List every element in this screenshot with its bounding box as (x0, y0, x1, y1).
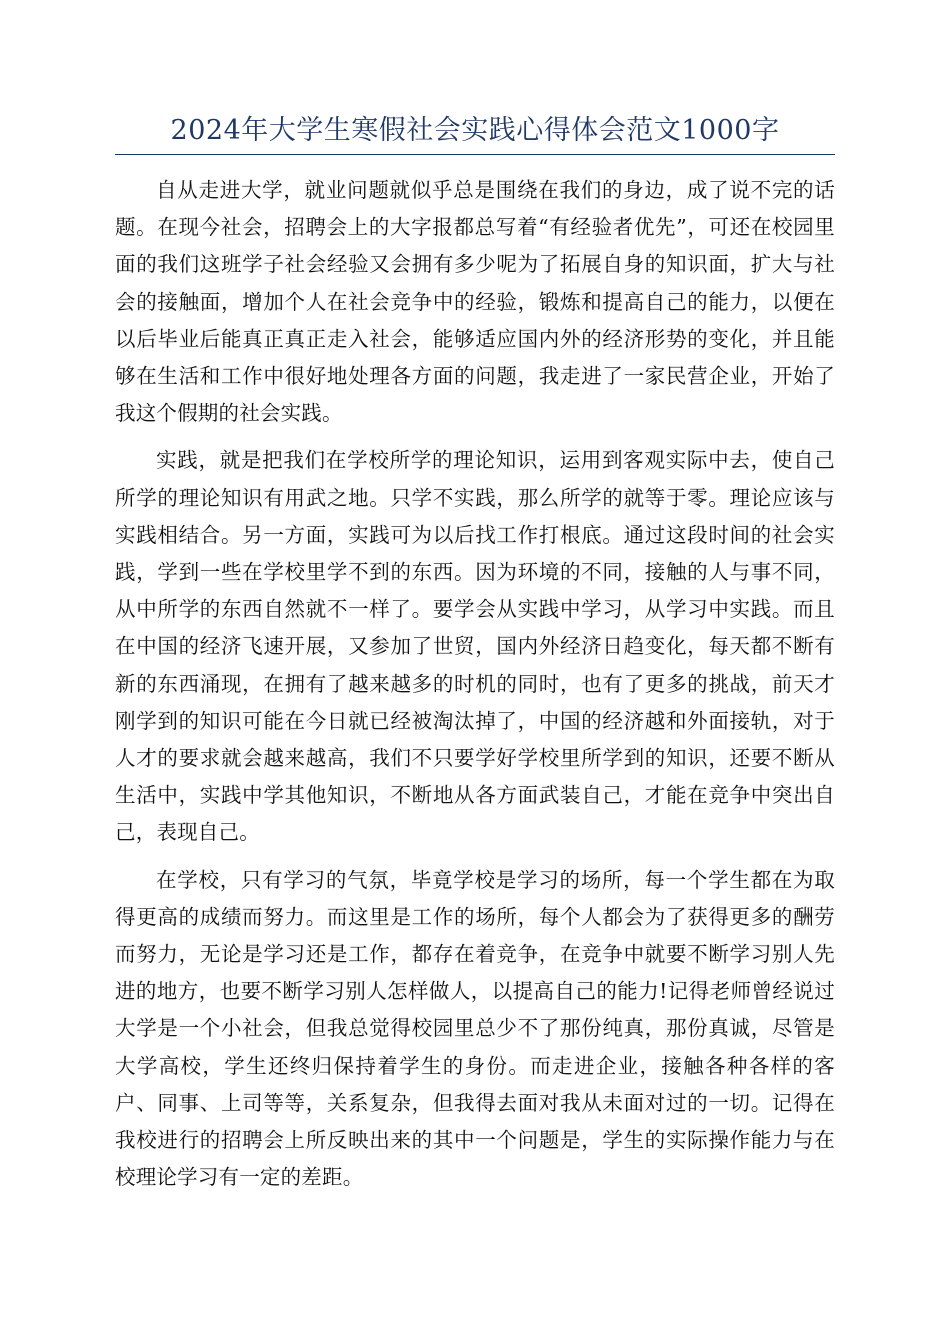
paragraph-2: 实践，就是把我们在学校所学的理论知识，运用到客观实际中去，使自己所学的理论知识有用武之地。只学不实践，那么所学的就等于零。理论应该与实践相结合。另一方面，实践可为以后找工作打根底。通过这段时间的社会实践，学到一些在学校里学不到的东西。因为环境的不同，接触的人与事不同，从中所学的东西自然就不一样了。要学会从实践中学习，从学习中实践。而且在中国的经济飞速开展，又参加了世贸，国内外经济日趋变化，每天都不断有新的东西涌现，在拥有了越来越多的时机的同时，也有了更多的挑战，前天才刚学到的知识可能在今日就已经被淘汰掉了，中国的经济越和外面接轨，对于人才的要求就会越来越高，我们不只要学好学校里所学到的知识，还要不断从生活中，实践中学其他知识，不断地从各方面武装自己，才能在竞争中突出自己，表现自己。 (115, 448, 835, 845)
title-block (115, 112, 835, 155)
paragraph-1: 自从走进大学，就业问题就似乎总是围绕在我们的身边，成了说不完的话题。在现今社会，招聘会上的大字报都总写着“有经验者优先”，可还在校园里面的我们这班学子社会经验又会拥有多少呢为了拓展自身的知识面，扩大与社会的接触面，增加个人在社会竞争中的经验，锻炼和提高自己的能力，以便在以后毕业后能真正真正走入社会，能够适应国内外的经济形势的变化，并且能够在生活和工作中很好地处理各方面的问题，我走进了一家民营企业，开始了我这个假期的社会实践。 (115, 178, 835, 426)
paragraph-3: 在学校，只有学习的气氛，毕竟学校是学习的场所，每一个学生都在为取得更高的成绩而努力。而这里是工作的场所，每个人都会为了获得更多的酬劳而努力，无论是学习还是工作，都存在着竞争，在竞争中就要不断学习别人先进的地方，也要不断学习别人怎样做人，以提高自己的能力!记得老师曾经说过大学是一个小社会，但我总觉得校园里总少不了那份纯真，那份真诚，尽管是大学高校，学生还终归保持着学生的身份。而走进企业，接触各种各样的客户、同事、上司等等，关系复杂，但我得去面对我从未面对过的一切。记得在我校进行的招聘会上所反映出来的其中一个问题是，学生的实际操作能力与在校理论学习有一定的差距。 (115, 867, 835, 1190)
document-title: 2024年大学生寒假社会实践心得体会范文1000字 (170, 115, 780, 146)
document-body (115, 172, 835, 1206)
